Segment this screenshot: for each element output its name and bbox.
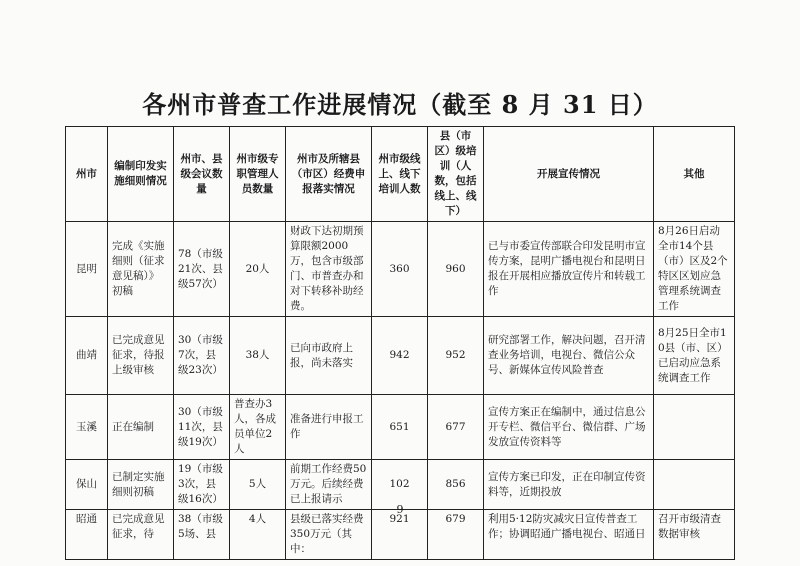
- header-cell: 州市级专职管理人员数量: [230, 127, 286, 222]
- table-cell: 普查办3人，各成员单位2人: [230, 395, 286, 460]
- header-cell: 州市: [66, 127, 108, 222]
- table-header-row: [66, 127, 735, 222]
- header-cell: 州市及所辖县（市区）经费申报落实情况: [286, 127, 372, 222]
- table-cell: 4人: [230, 510, 286, 560]
- page-title: 各州市普查工作进展情况（截至 8 月 31 日）: [142, 90, 658, 119]
- table-cell: 5人: [230, 460, 286, 510]
- table-cell: 昆明: [66, 222, 108, 317]
- table-row: [66, 460, 735, 510]
- header-cell: 州市、县级会议数量: [174, 127, 230, 222]
- table-cell: 宣传方案正在编制中，通过信息公开专栏、微信平台、微信群、广场发放宣传资料等: [484, 395, 654, 460]
- table-cell: 前期工作经费50万元。后续经费已上报请示: [286, 460, 372, 510]
- table-cell: 30（市级11次，县级19次）: [174, 395, 230, 460]
- table-cell: 昭通: [66, 510, 108, 560]
- table-cell: 完成《实施细则（征求意见稿）》初稿: [108, 222, 174, 317]
- table-cell: 651: [372, 395, 428, 460]
- table-cell: 已向市政府上报，尚未落实: [286, 317, 372, 395]
- header-cell: 其他: [654, 127, 735, 222]
- table-cell: 保山: [66, 460, 108, 510]
- table-cell: 县级已落实经费350万元（其中：: [286, 510, 372, 560]
- table-cell: 360: [372, 222, 428, 317]
- table-cell: 952: [428, 317, 484, 395]
- table-cell: 19（市级3次，县级16次）: [174, 460, 230, 510]
- table-cell: 财政下达初期预算限额2000万，包含市级部门、市普查办和对下转移补助经费。: [286, 222, 372, 317]
- table-cell: 677: [428, 395, 484, 460]
- table-cell: 宣传方案已印发，正在印制宣传资料等，近期投放: [484, 460, 654, 510]
- header-cell: 县（市区）级培训（人数，包括线上、线下）: [428, 127, 484, 222]
- table-cell: 曲靖: [66, 317, 108, 395]
- table-cell: [654, 395, 735, 460]
- table-row: [66, 317, 735, 395]
- table-row: [66, 395, 735, 460]
- table-cell: 利用5·12防灾减灾日宣传普查工作；协调昭通广播电视台、昭通日: [484, 510, 654, 560]
- table-cell: 679: [428, 510, 484, 560]
- table-cell: 玉溪: [66, 395, 108, 460]
- table-cell: 准备进行申报工作: [286, 395, 372, 460]
- table-cell: 召开市级清查数据审核: [654, 510, 735, 560]
- table-cell: 921: [372, 510, 428, 560]
- table-cell: 30（市级7次，县级23次）: [174, 317, 230, 395]
- table-cell: 已与市委宣传部联合印发昆明市宣传方案，昆明广播电视台和昆明日报在开展相应播放宣传片和转载工作: [484, 222, 654, 317]
- table-cell: 已完成意见征求，待报上级审核: [108, 317, 174, 395]
- table-cell: 960: [428, 222, 484, 317]
- table-cell: 942: [372, 317, 428, 395]
- table-cell: 已制定实施细则初稿: [108, 460, 174, 510]
- table-row: [66, 222, 735, 317]
- table-cell: 856: [428, 460, 484, 510]
- table-cell: 已完成意见征求，待: [108, 510, 174, 560]
- table-cell: [654, 460, 735, 510]
- header-cell: 编制印发实施细则情况: [108, 127, 174, 222]
- table-cell: 38人: [230, 317, 286, 395]
- table-cell: 正在编制: [108, 395, 174, 460]
- table-cell: 研究部署工作，解决问题，召开清查业务培训，电视台、微信公众号、新媒体宣传风险普查: [484, 317, 654, 395]
- progress-table: [65, 126, 735, 560]
- table-cell: 102: [372, 460, 428, 510]
- header-cell: 州市级线上、线下培训人数: [372, 127, 428, 222]
- table-cell: 8月26日启动全市14个县（市）区及2个特区区划应急管理系统调查工作: [654, 222, 735, 317]
- table-cell: 20人: [230, 222, 286, 317]
- page-number: 9: [396, 503, 404, 516]
- table-row: [66, 510, 735, 560]
- table-cell: 8月25日全市10县（市、区）已启动应急系统调查工作: [654, 317, 735, 395]
- table-cell: 78（市级21次、县级57次）: [174, 222, 230, 317]
- table-cell: 38（市级5场、县: [174, 510, 230, 560]
- header-cell: 开展宣传情况: [484, 127, 654, 222]
